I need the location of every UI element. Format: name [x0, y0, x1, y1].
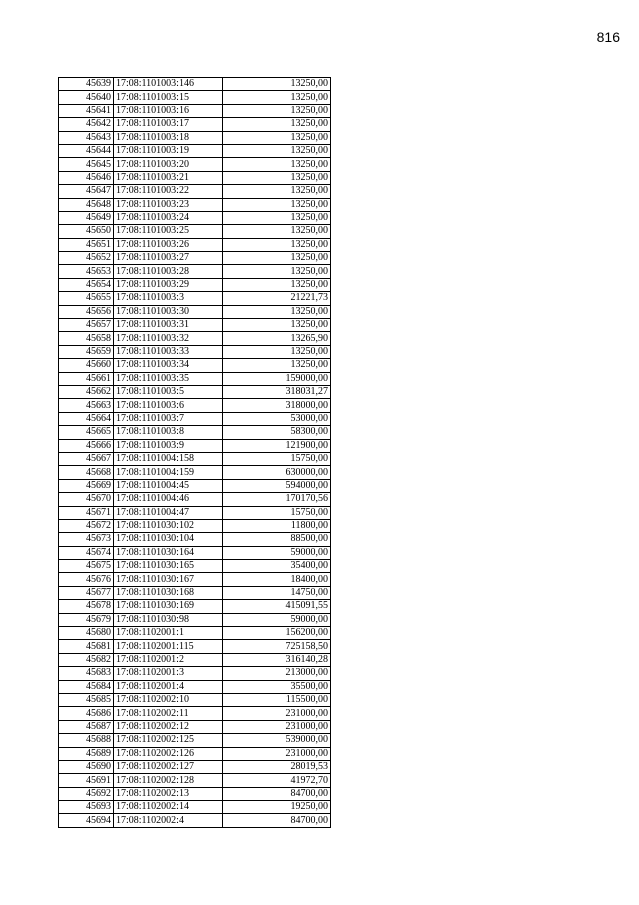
value-cell: 630000,00 — [223, 466, 331, 479]
table-row — [59, 519, 331, 532]
table-row — [59, 493, 331, 506]
row-number-cell: 45666 — [59, 439, 114, 452]
table-row — [59, 466, 331, 479]
value-cell: 84700,00 — [223, 814, 331, 827]
value-cell: 725158,50 — [223, 640, 331, 653]
cadastral-number-cell: 17:08:1101004:46 — [114, 493, 223, 506]
cadastral-number-cell: 17:08:1102002:13 — [114, 787, 223, 800]
value-cell: 59000,00 — [223, 546, 331, 559]
row-number-cell: 45678 — [59, 600, 114, 613]
cadastral-number-cell: 17:08:1101003:16 — [114, 104, 223, 117]
cadastral-number-cell: 17:08:1101030:167 — [114, 573, 223, 586]
row-number-cell: 45670 — [59, 493, 114, 506]
table-row — [59, 91, 331, 104]
row-number-cell: 45645 — [59, 158, 114, 171]
table-row — [59, 774, 331, 787]
row-number-cell: 45663 — [59, 399, 114, 412]
table-row — [59, 305, 331, 318]
row-number-cell: 45648 — [59, 198, 114, 211]
table-row — [59, 747, 331, 760]
table-row — [59, 278, 331, 291]
value-cell: 13250,00 — [223, 252, 331, 265]
row-number-cell: 45690 — [59, 760, 114, 773]
cadastral-number-cell: 17:08:1101003:22 — [114, 185, 223, 198]
table-row — [59, 104, 331, 117]
value-cell: 13250,00 — [223, 359, 331, 372]
table-row — [59, 667, 331, 680]
table-row — [59, 185, 331, 198]
table-row — [59, 720, 331, 733]
value-cell: 13250,00 — [223, 158, 331, 171]
row-number-cell: 45640 — [59, 91, 114, 104]
cadastral-number-cell: 17:08:1101003:18 — [114, 131, 223, 144]
table-row — [59, 533, 331, 546]
value-cell: 231000,00 — [223, 720, 331, 733]
row-number-cell: 45650 — [59, 225, 114, 238]
value-cell: 415091,55 — [223, 600, 331, 613]
cadastral-number-cell: 17:08:1102002:4 — [114, 814, 223, 827]
cadastral-number-cell: 17:08:1101003:8 — [114, 426, 223, 439]
row-number-cell: 45674 — [59, 546, 114, 559]
table-row — [59, 345, 331, 358]
table-row — [59, 506, 331, 519]
row-number-cell: 45661 — [59, 372, 114, 385]
row-number-cell: 45665 — [59, 426, 114, 439]
cadastral-number-cell: 17:08:1101003:34 — [114, 359, 223, 372]
table-row — [59, 600, 331, 613]
cadastral-number-cell: 17:08:1102002:125 — [114, 734, 223, 747]
cadastral-number-cell: 17:08:1101003:27 — [114, 252, 223, 265]
value-cell: 594000,00 — [223, 479, 331, 492]
value-cell: 11800,00 — [223, 519, 331, 532]
cadastral-number-cell: 17:08:1101003:31 — [114, 319, 223, 332]
row-number-cell: 45694 — [59, 814, 114, 827]
row-number-cell: 45682 — [59, 653, 114, 666]
row-number-cell: 45681 — [59, 640, 114, 653]
table-row — [59, 546, 331, 559]
cadastral-number-cell: 17:08:1102002:127 — [114, 760, 223, 773]
value-cell: 13250,00 — [223, 118, 331, 131]
cadastral-number-cell: 17:08:1101003:9 — [114, 439, 223, 452]
table-row — [59, 399, 331, 412]
table-row — [59, 144, 331, 157]
cadastral-number-cell: 17:08:1102002:14 — [114, 801, 223, 814]
value-cell: 58300,00 — [223, 426, 331, 439]
table-row — [59, 627, 331, 640]
row-number-cell: 45639 — [59, 78, 114, 91]
table-body — [59, 78, 331, 828]
table-row — [59, 693, 331, 706]
table-row — [59, 707, 331, 720]
table-row — [59, 680, 331, 693]
row-number-cell: 45658 — [59, 332, 114, 345]
cadastral-number-cell: 17:08:1101003:30 — [114, 305, 223, 318]
table-row — [59, 252, 331, 265]
cadastral-number-cell: 17:08:1101003:25 — [114, 225, 223, 238]
table-row — [59, 238, 331, 251]
row-number-cell: 45644 — [59, 144, 114, 157]
value-cell: 231000,00 — [223, 747, 331, 760]
value-cell: 159000,00 — [223, 372, 331, 385]
cadastral-number-cell: 17:08:1101003:7 — [114, 412, 223, 425]
value-cell: 88500,00 — [223, 533, 331, 546]
cadastral-number-cell: 17:08:1101004:159 — [114, 466, 223, 479]
cadastral-number-cell: 17:08:1101030:169 — [114, 600, 223, 613]
row-number-cell: 45643 — [59, 131, 114, 144]
cadastral-number-cell: 17:08:1102002:12 — [114, 720, 223, 733]
value-cell: 59000,00 — [223, 613, 331, 626]
value-cell: 13250,00 — [223, 345, 331, 358]
row-number-cell: 45685 — [59, 693, 114, 706]
cadastral-number-cell: 17:08:1102001:2 — [114, 653, 223, 666]
cadastral-number-cell: 17:08:1101003:33 — [114, 345, 223, 358]
row-number-cell: 45657 — [59, 319, 114, 332]
value-cell: 13250,00 — [223, 305, 331, 318]
table-row — [59, 734, 331, 747]
row-number-cell: 45677 — [59, 586, 114, 599]
row-number-cell: 45651 — [59, 238, 114, 251]
cadastral-number-cell: 17:08:1102001:1 — [114, 627, 223, 640]
value-cell: 15750,00 — [223, 452, 331, 465]
value-cell: 13250,00 — [223, 278, 331, 291]
table-row — [59, 439, 331, 452]
table-row — [59, 332, 331, 345]
cadastral-number-cell: 17:08:1101003:35 — [114, 372, 223, 385]
table-row — [59, 171, 331, 184]
table-row — [59, 613, 331, 626]
row-number-cell: 45668 — [59, 466, 114, 479]
table-row — [59, 426, 331, 439]
value-cell: 213000,00 — [223, 667, 331, 680]
value-cell: 41972,70 — [223, 774, 331, 787]
row-number-cell: 45687 — [59, 720, 114, 733]
cadastral-number-cell: 17:08:1101003:20 — [114, 158, 223, 171]
row-number-cell: 45686 — [59, 707, 114, 720]
value-cell: 121900,00 — [223, 439, 331, 452]
cadastral-number-cell: 17:08:1101003:26 — [114, 238, 223, 251]
cadastral-number-cell: 17:08:1102002:11 — [114, 707, 223, 720]
page-number: 816 — [596, 29, 620, 45]
cadastral-number-cell: 17:08:1101003:28 — [114, 265, 223, 278]
value-cell: 13250,00 — [223, 211, 331, 224]
value-cell: 13250,00 — [223, 265, 331, 278]
value-cell: 53000,00 — [223, 412, 331, 425]
value-cell: 13250,00 — [223, 198, 331, 211]
row-number-cell: 45684 — [59, 680, 114, 693]
value-cell: 115500,00 — [223, 693, 331, 706]
table-row — [59, 372, 331, 385]
value-cell: 15750,00 — [223, 506, 331, 519]
cadastral-number-cell: 17:08:1101004:47 — [114, 506, 223, 519]
value-cell: 13250,00 — [223, 171, 331, 184]
row-number-cell: 45671 — [59, 506, 114, 519]
cadastral-number-cell: 17:08:1101003:23 — [114, 198, 223, 211]
value-cell: 170170,56 — [223, 493, 331, 506]
value-cell: 19250,00 — [223, 801, 331, 814]
row-number-cell: 45652 — [59, 252, 114, 265]
cadastral-number-cell: 17:08:1102001:3 — [114, 667, 223, 680]
cadastral-number-cell: 17:08:1101004:45 — [114, 479, 223, 492]
row-number-cell: 45672 — [59, 519, 114, 532]
cadastral-number-cell: 17:08:1101003:6 — [114, 399, 223, 412]
cadastral-number-cell: 17:08:1102001:115 — [114, 640, 223, 653]
row-number-cell: 45679 — [59, 613, 114, 626]
value-cell: 13265,90 — [223, 332, 331, 345]
value-cell: 13250,00 — [223, 131, 331, 144]
value-cell: 13250,00 — [223, 185, 331, 198]
cadastral-number-cell: 17:08:1101030:104 — [114, 533, 223, 546]
row-number-cell: 45653 — [59, 265, 114, 278]
cadastral-number-cell: 17:08:1101030:164 — [114, 546, 223, 559]
value-cell: 539000,00 — [223, 734, 331, 747]
cadastral-number-cell: 17:08:1101003:15 — [114, 91, 223, 104]
row-number-cell: 45654 — [59, 278, 114, 291]
cadastral-number-cell: 17:08:1102002:10 — [114, 693, 223, 706]
value-cell: 318000,00 — [223, 399, 331, 412]
row-number-cell: 45692 — [59, 787, 114, 800]
cadastral-number-cell: 17:08:1101003:5 — [114, 385, 223, 398]
table-row — [59, 814, 331, 827]
table-row — [59, 158, 331, 171]
row-number-cell: 45660 — [59, 359, 114, 372]
table-row — [59, 801, 331, 814]
table-row — [59, 211, 331, 224]
value-cell: 21221,73 — [223, 292, 331, 305]
value-cell: 28019,53 — [223, 760, 331, 773]
cadastral-number-cell: 17:08:1101003:3 — [114, 292, 223, 305]
value-cell: 35500,00 — [223, 680, 331, 693]
row-number-cell: 45680 — [59, 627, 114, 640]
value-cell: 13250,00 — [223, 104, 331, 117]
cadastral-number-cell: 17:08:1101003:19 — [114, 144, 223, 157]
row-number-cell: 45689 — [59, 747, 114, 760]
cadastral-number-cell: 17:08:1102002:128 — [114, 774, 223, 787]
table-row — [59, 359, 331, 372]
table-row — [59, 385, 331, 398]
table-row — [59, 653, 331, 666]
table-row — [59, 479, 331, 492]
table-row — [59, 198, 331, 211]
table-row — [59, 586, 331, 599]
value-cell: 318031,27 — [223, 385, 331, 398]
table-row — [59, 760, 331, 773]
row-number-cell: 45642 — [59, 118, 114, 131]
value-cell: 13250,00 — [223, 238, 331, 251]
cadastral-number-cell: 17:08:1101030:98 — [114, 613, 223, 626]
table-row — [59, 452, 331, 465]
cadastral-number-cell: 17:08:1101030:102 — [114, 519, 223, 532]
row-number-cell: 45691 — [59, 774, 114, 787]
table-row — [59, 118, 331, 131]
row-number-cell: 45693 — [59, 801, 114, 814]
cadastral-number-cell: 17:08:1101030:165 — [114, 560, 223, 573]
row-number-cell: 45655 — [59, 292, 114, 305]
cadastral-number-cell: 17:08:1101003:146 — [114, 78, 223, 91]
row-number-cell: 45641 — [59, 104, 114, 117]
value-cell: 13250,00 — [223, 144, 331, 157]
value-cell: 13250,00 — [223, 225, 331, 238]
table-row — [59, 78, 331, 91]
row-number-cell: 45664 — [59, 412, 114, 425]
row-number-cell: 45673 — [59, 533, 114, 546]
value-cell: 13250,00 — [223, 91, 331, 104]
row-number-cell: 45656 — [59, 305, 114, 318]
table-row — [59, 640, 331, 653]
cadastral-value-table — [58, 77, 331, 828]
table-row — [59, 292, 331, 305]
cadastral-number-cell: 17:08:1101003:29 — [114, 278, 223, 291]
row-number-cell: 45659 — [59, 345, 114, 358]
cadastral-number-cell: 17:08:1102001:4 — [114, 680, 223, 693]
table-row — [59, 787, 331, 800]
table-row — [59, 131, 331, 144]
row-number-cell: 45649 — [59, 211, 114, 224]
cadastral-number-cell: 17:08:1101003:24 — [114, 211, 223, 224]
cadastral-number-cell: 17:08:1102002:126 — [114, 747, 223, 760]
table-row — [59, 573, 331, 586]
table-row — [59, 225, 331, 238]
value-cell: 14750,00 — [223, 586, 331, 599]
row-number-cell: 45675 — [59, 560, 114, 573]
cadastral-number-cell: 17:08:1101003:21 — [114, 171, 223, 184]
value-cell: 231000,00 — [223, 707, 331, 720]
row-number-cell: 45676 — [59, 573, 114, 586]
row-number-cell: 45669 — [59, 479, 114, 492]
value-cell: 35400,00 — [223, 560, 331, 573]
value-cell: 18400,00 — [223, 573, 331, 586]
value-cell: 13250,00 — [223, 319, 331, 332]
row-number-cell: 45662 — [59, 385, 114, 398]
table-row — [59, 412, 331, 425]
value-cell: 13250,00 — [223, 78, 331, 91]
row-number-cell: 45667 — [59, 452, 114, 465]
cadastral-number-cell: 17:08:1101004:158 — [114, 452, 223, 465]
cadastral-number-cell: 17:08:1101003:32 — [114, 332, 223, 345]
value-cell: 156200,00 — [223, 627, 331, 640]
row-number-cell: 45688 — [59, 734, 114, 747]
table-row — [59, 319, 331, 332]
cadastral-number-cell: 17:08:1101003:17 — [114, 118, 223, 131]
row-number-cell: 45646 — [59, 171, 114, 184]
cadastral-number-cell: 17:08:1101030:168 — [114, 586, 223, 599]
row-number-cell: 45647 — [59, 185, 114, 198]
value-cell: 316140,28 — [223, 653, 331, 666]
table-row — [59, 265, 331, 278]
value-cell: 84700,00 — [223, 787, 331, 800]
table-row — [59, 560, 331, 573]
row-number-cell: 45683 — [59, 667, 114, 680]
